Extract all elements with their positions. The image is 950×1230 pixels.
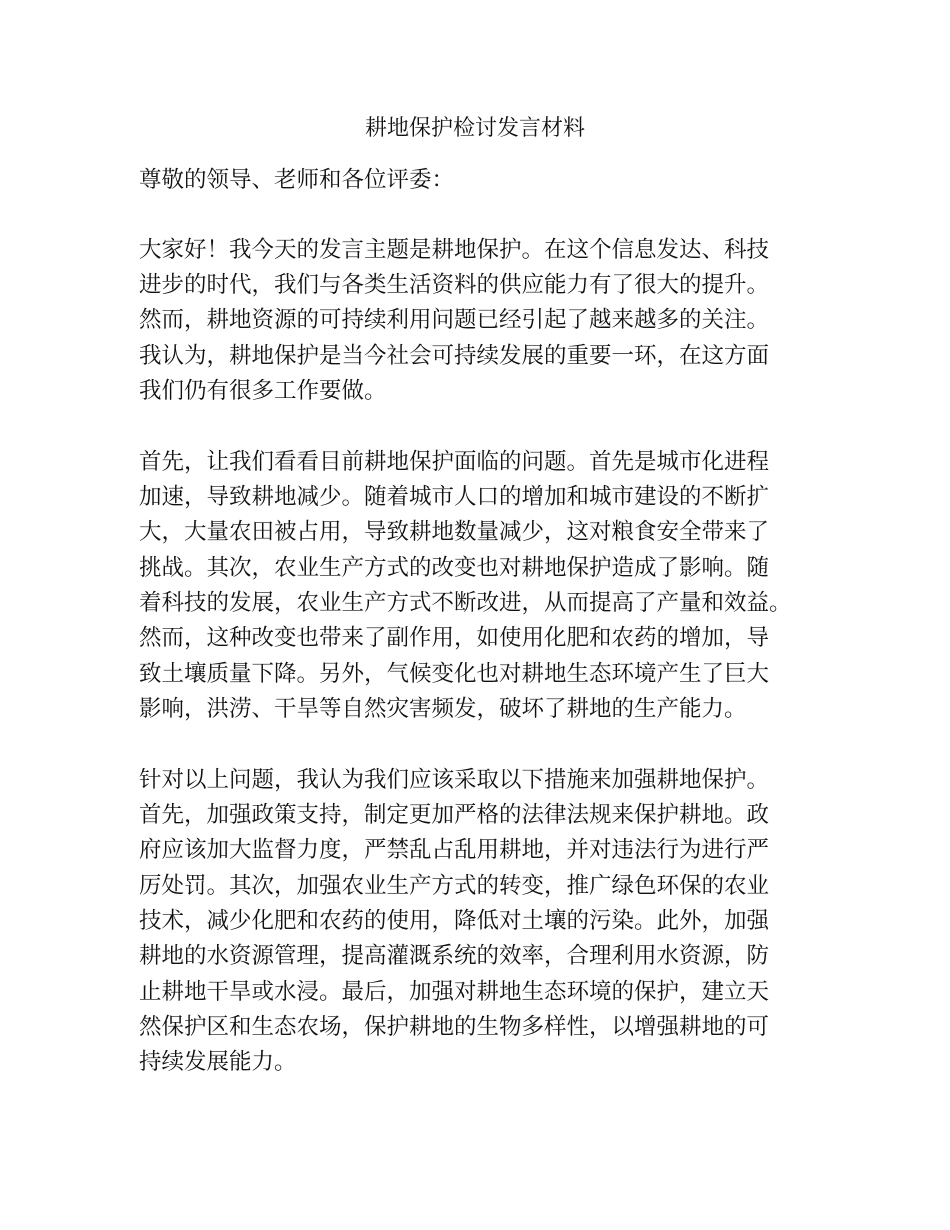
paragraph-1-line-2: 进步的时代，我们与各类生活资料的供应能力有了很大的提升。: [139, 272, 770, 298]
paragraph-3-line-5: 技术，减少化肥和农药的使用，降低对土壤的污染。此外，加强: [139, 908, 770, 934]
paragraph-3-line-8: 然保护区和生态农场，保护耕地的生物多样性，以增强耕地的可: [139, 1014, 770, 1040]
paragraph-1-line-4: 我认为，耕地保护是当今社会可持续发展的重要一环，在这方面: [139, 343, 770, 369]
paragraph-3-line-6: 耕地的水资源管理，提高灌溉系统的效率，合理利用水资源，防: [139, 943, 770, 969]
paragraph-2-line-4: 挑战。其次，农业生产方式的改变也对耕地保护造成了影响。随: [139, 555, 770, 581]
paragraph-3-line-3: 府应该加大监督力度，严禁乱占乱用耕地，并对违法行为进行严: [139, 837, 770, 863]
paragraph-2-line-5: 着科技的发展，农业生产方式不断改进，从而提高了产量和效益。: [139, 590, 792, 616]
paragraph-3-line-7: 止耕地干旱或水浸。最后，加强对耕地生态环境的保护，建立天: [139, 979, 770, 1005]
salutation: 尊敬的领导、老师和各位评委：: [139, 167, 455, 193]
paragraph-1-line-3: 然而，耕地资源的可持续利用问题已经引起了越来越多的关注。: [139, 307, 770, 333]
paragraph-1-line-1: 大家好！我今天的发言主题是耕地保护。在这个信息发达、科技: [139, 237, 770, 263]
paragraph-3-line-4: 厉处罚。其次，加强农业生产方式的转变，推广绿色环保的农业: [139, 873, 770, 899]
paragraph-2-line-3: 大，大量农田被占用，导致耕地数量减少，这对粮食安全带来了: [139, 519, 770, 545]
paragraph-2-line-1: 首先，让我们看看目前耕地保护面临的问题。首先是城市化进程: [139, 449, 770, 475]
paragraph-3-line-9: 持续发展能力。: [139, 1049, 297, 1075]
paragraph-2-line-8: 影响，洪涝、干旱等自然灾害频发，破坏了耕地的生产能力。: [139, 696, 747, 722]
paragraph-3-line-2: 首先，加强政策支持，制定更加严格的法律法规来保护耕地。政: [139, 802, 770, 828]
paragraph-2-line-6: 然而，这种改变也带来了副作用，如使用化肥和农药的增加，导: [139, 625, 770, 651]
paragraph-3-line-1: 针对以上问题，我认为我们应该采取以下措施来加强耕地保护。: [139, 767, 770, 793]
paragraph-2-line-2: 加速，导致耕地减少。随着城市人口的增加和城市建设的不断扩: [139, 484, 770, 510]
paragraph-1-line-5: 我们仍有很多工作要做。: [139, 378, 387, 404]
paragraph-2-line-7: 致土壤质量下降。另外，气候变化也对耕地生态环境产生了巨大: [139, 661, 770, 687]
document-title: 耕地保护检讨发言材料: [364, 116, 585, 141]
